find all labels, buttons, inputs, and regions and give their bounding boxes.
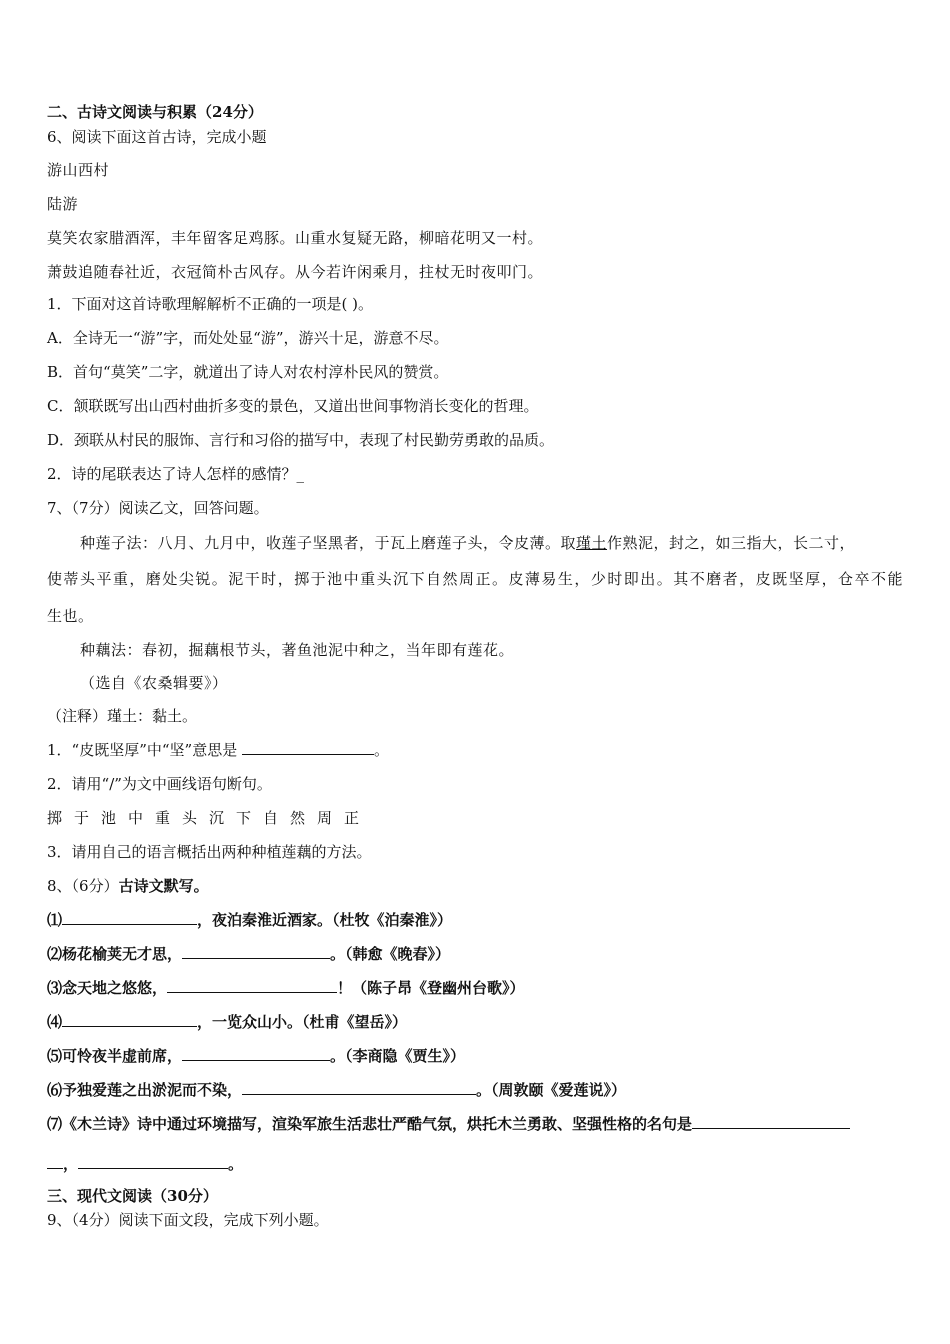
- q6-option-d: D．颈联从村民的服饰、言行和习俗的描写中，表现了村民勤劳勇敢的品质。: [47, 431, 555, 449]
- q6-sub2: 2．诗的尾联表达了诗人怎样的感情？_: [47, 465, 305, 483]
- poem-author: 陆游: [47, 195, 79, 213]
- answer-blank[interactable]: [242, 740, 374, 755]
- q7-sub3: 3．请用自己的语言概括出两种种植莲藕的方法。: [47, 843, 372, 861]
- item-text: ⑹予独爱莲之出淤泥而不染，: [47, 1081, 243, 1099]
- q7-passage-line-1: [80, 533, 855, 553]
- q6-option-b: B．首句“莫笑”二字，就道出了诗人对农村淳朴民风的赞赏。: [47, 363, 449, 381]
- section2-title: 二、古诗文阅读与积累（24分）: [47, 103, 263, 121]
- q6-intro: 6、阅读下面这首古诗，完成小题: [47, 128, 267, 146]
- answer-blank[interactable]: [182, 1046, 330, 1061]
- q8-intro: [47, 876, 209, 896]
- q8-item-5: [47, 1046, 465, 1066]
- q7-sentence: 掷于池中重头沉下自然周正: [47, 809, 372, 827]
- q7-intro: 7、（7分）阅读乙文，回答问题。: [47, 499, 269, 517]
- answer-blank[interactable]: [47, 1154, 63, 1169]
- q7-sub1-text: 1．“皮既坚厚”中“坚”意思是: [47, 741, 242, 759]
- item-text: 。: [228, 1155, 244, 1173]
- q8-item-4: [47, 1012, 407, 1032]
- item-text: ，: [63, 1155, 79, 1173]
- q8-item-7-cont: [47, 1154, 243, 1174]
- q7-sub1: [47, 740, 389, 760]
- section3-title: 三、现代文阅读（30分）: [47, 1187, 218, 1205]
- q9-intro: 9、（4分）阅读下面文段，完成下列小题。: [47, 1211, 329, 1229]
- q6-option-c: C．颔联既写出山西村曲折多变的景色，又道出世间事物消长变化的哲理。: [47, 397, 539, 415]
- q6-sub1: 1．下面对这首诗歌理解解析不正确的一项是( )。: [47, 295, 374, 313]
- item-text: ⑶念天地之悠悠，: [47, 979, 168, 997]
- answer-blank[interactable]: [62, 1012, 197, 1027]
- poem-line-1: 莫笑农家腊酒浑，丰年留客足鸡豚。山重水复疑无路，柳暗花明又一村。: [47, 229, 544, 247]
- q8-item-2: [47, 944, 450, 964]
- passage-underlined-term: 瑾土: [576, 534, 608, 552]
- poem-title: 游山西村: [47, 161, 110, 179]
- answer-blank[interactable]: [242, 1080, 476, 1095]
- q8-intro-score: 8、（6分）: [47, 877, 119, 895]
- q6-option-a: A．全诗无一“游”字，而处处显“游”，游兴十足，游意不尽。: [47, 329, 449, 347]
- poem-line-2: 萧鼓追随春社近，衣冠简朴古风存。从今若许闲乘月，拄杖无时夜叩门。: [47, 263, 544, 281]
- q8-item-6: [47, 1080, 626, 1100]
- answer-blank[interactable]: [167, 978, 337, 993]
- item-text: ⑸可怜夜半虚前席，: [47, 1047, 183, 1065]
- q8-item-1: [47, 910, 452, 930]
- answer-blank[interactable]: [692, 1114, 850, 1129]
- item-number: ⑴: [47, 911, 63, 929]
- q7-passage-line-3: 生也。: [47, 607, 94, 625]
- q7-sub1-end: 。: [374, 741, 390, 759]
- item-text: ，一览众山小。（杜甫《望岳》）: [197, 1013, 408, 1031]
- answer-blank[interactable]: [182, 944, 330, 959]
- q7-passage-line-2: 使蒂头平重，磨处尖锐。泥干时，掷于池中重头沉下自然周正。皮薄易生，少时即出。其不磨者，皮既坚厚，仓卒不能: [47, 570, 903, 588]
- q8-item-3: [47, 978, 525, 998]
- q8-intro-task: 古诗文默写。: [118, 877, 209, 895]
- answer-blank[interactable]: [62, 910, 197, 925]
- q7-note: （注释）瑾土：黏土。: [47, 707, 198, 725]
- item-number: ⑷: [47, 1013, 63, 1031]
- item-text: ⑺《木兰诗》诗中通过环境描写，渲染军旅生活悲壮严酷气氛，烘托木兰勇敢、坚强性格的名句是: [47, 1115, 693, 1133]
- item-text: 。（李商隐《贾生》）: [330, 1047, 466, 1065]
- passage-text: 作熟泥，封之，如三指大，长二寸，: [607, 534, 856, 552]
- item-text: 。（韩愈《晚春》）: [330, 945, 451, 963]
- q8-item-7: [47, 1114, 850, 1134]
- q7-source: （选自《农桑辑要》）: [80, 674, 228, 692]
- item-text: ，夜泊秦淮近酒家。（杜牧《泊秦淮》）: [197, 911, 453, 929]
- item-text: 。（周敦颐《爱莲说》）: [476, 1081, 627, 1099]
- item-text: ！（陈子昂《登幽州台歌》）: [337, 979, 525, 997]
- q7-passage-para-2: 种藕法：春初，掘藕根节头，著鱼池泥中种之，当年即有莲花。: [80, 641, 515, 659]
- q7-sub2: 2．请用“/”为文中画线语句断句。: [47, 775, 272, 793]
- passage-text: 种莲子法：八月、九月中，收莲子坚黑者，于瓦上磨莲子头，令皮薄。取: [80, 534, 577, 552]
- answer-blank[interactable]: [78, 1154, 228, 1169]
- item-text: ⑵杨花榆荚无才思，: [47, 945, 183, 963]
